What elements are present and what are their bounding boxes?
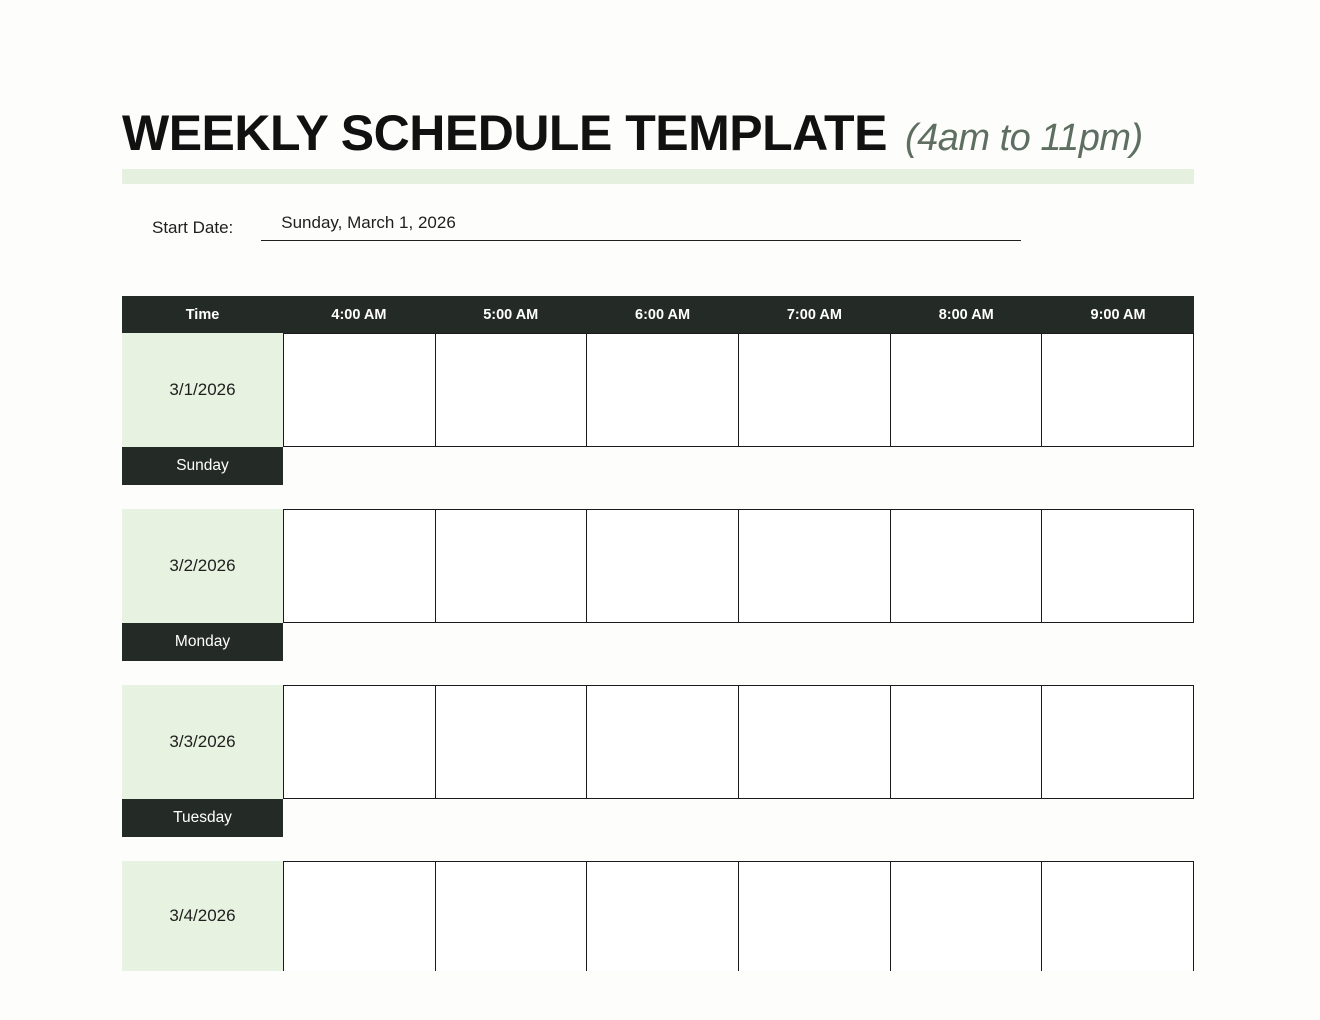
schedule-slot[interactable] <box>739 334 891 446</box>
schedule-slot[interactable] <box>587 334 739 446</box>
schedule-slot[interactable] <box>891 334 1043 446</box>
header-cell-hour: 6:00 AM <box>635 306 691 323</box>
schedule-slot[interactable] <box>436 510 588 622</box>
day-date: 3/1/2026 <box>122 333 283 447</box>
day-label-cell <box>122 333 283 485</box>
start-date-label: Start Date: <box>152 218 234 237</box>
schedule-slot[interactable] <box>284 862 436 971</box>
schedule-slot[interactable] <box>436 334 588 446</box>
table-row <box>122 861 1194 971</box>
day-name: Tuesday <box>122 799 283 837</box>
header-cell-hour: 7:00 AM <box>786 306 842 323</box>
day-slots <box>283 333 1194 447</box>
header-cell-hour: 5:00 AM <box>483 306 539 323</box>
schedule-slot[interactable] <box>284 334 436 446</box>
page-title-subtitle: (4am to 11pm) <box>904 117 1143 159</box>
schedule-slot[interactable] <box>284 686 436 798</box>
schedule-slot[interactable] <box>284 510 436 622</box>
page-title <box>122 104 1143 162</box>
day-label-cell <box>122 861 283 971</box>
schedule-slot[interactable] <box>891 510 1043 622</box>
start-date-input[interactable]: Sunday, March 1, 2026 <box>261 212 1021 241</box>
schedule-slot[interactable] <box>587 686 739 798</box>
schedule-slot[interactable] <box>587 510 739 622</box>
day-date: 3/2/2026 <box>122 509 283 623</box>
schedule-slot[interactable] <box>1042 334 1194 446</box>
schedule-slot[interactable] <box>891 862 1043 971</box>
day-slots <box>283 861 1194 971</box>
day-name: Monday <box>122 623 283 661</box>
table-row <box>122 509 1194 661</box>
day-label-cell <box>122 685 283 837</box>
schedule-slot[interactable] <box>436 862 588 971</box>
day-name: Sunday <box>122 447 283 485</box>
day-slots <box>283 509 1194 623</box>
schedule-slot[interactable] <box>739 510 891 622</box>
schedule-slot[interactable] <box>1042 862 1194 971</box>
table-row <box>122 333 1194 485</box>
schedule-slot[interactable] <box>739 862 891 971</box>
start-date-row <box>152 212 1021 241</box>
header-cell-hour: 4:00 AM <box>331 306 387 323</box>
header-cell-hour: 9:00 AM <box>1090 306 1146 323</box>
schedule-header-row <box>122 296 1194 333</box>
title-accent-bar <box>122 169 1194 184</box>
header-cell-hour: 8:00 AM <box>938 306 994 323</box>
day-label-cell <box>122 509 283 661</box>
day-date: 3/3/2026 <box>122 685 283 799</box>
schedule-slot[interactable] <box>587 862 739 971</box>
day-slots <box>283 685 1194 799</box>
table-row <box>122 685 1194 837</box>
schedule-slot[interactable] <box>739 686 891 798</box>
page-title-main: WEEKLY SCHEDULE TEMPLATE <box>122 105 887 161</box>
schedule-slot[interactable] <box>1042 510 1194 622</box>
schedule-slot[interactable] <box>1042 686 1194 798</box>
schedule-table <box>122 296 1194 971</box>
schedule-slot[interactable] <box>436 686 588 798</box>
schedule-slot[interactable] <box>891 686 1043 798</box>
header-cell-time: Time <box>185 306 220 323</box>
day-date: 3/4/2026 <box>122 861 283 971</box>
